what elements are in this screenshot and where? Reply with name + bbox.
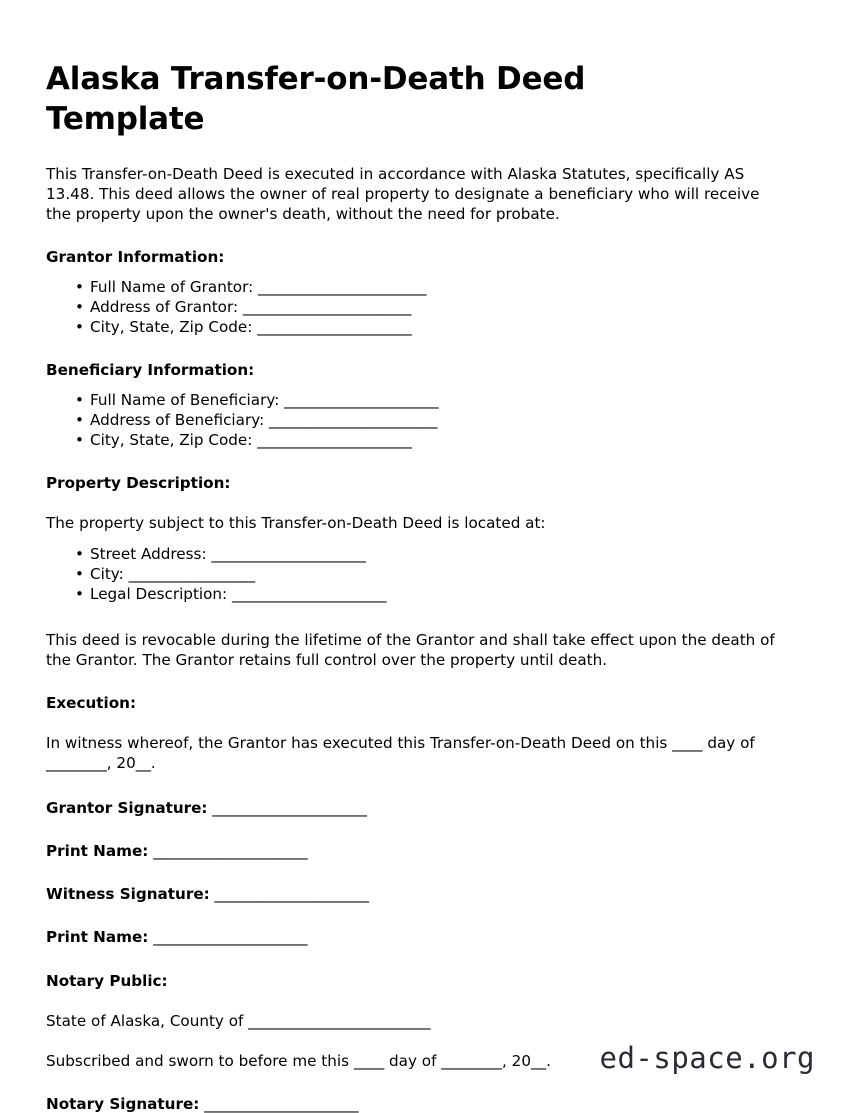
witness-print-name-line (46, 928, 798, 946)
field-label: Address of Grantor: (90, 297, 239, 316)
grantor-print-name-line (46, 842, 798, 860)
field-label: Witness Signature: (46, 884, 210, 903)
field-blank[interactable]: ______________________ (231, 585, 386, 604)
list-item (75, 565, 798, 585)
list-item (75, 318, 798, 338)
list-item (75, 298, 798, 318)
witness-signature-line (46, 885, 798, 903)
field-blank[interactable]: ______________________ (214, 884, 369, 903)
field-blank[interactable]: __________________ (128, 565, 255, 584)
field-blank[interactable]: ______________________ (257, 430, 412, 449)
field-blank[interactable]: ______________________ (153, 927, 308, 946)
field-blank[interactable]: ________________________ (242, 297, 411, 316)
list-item (75, 431, 798, 451)
field-blank[interactable]: ______________________ (153, 841, 308, 860)
grantor-signature-line (46, 799, 798, 817)
field-blank[interactable]: ______________________ (204, 1094, 359, 1113)
revocation-clause-paragraph: This deed is revocable during the lifetime of the Grantor and shall take effect upon the death of the Grantor. The Grantor retains full control over the property until death. (46, 631, 775, 670)
list-item (75, 545, 798, 565)
execution-statement: In witness whereof, the Grantor has executed this Transfer-on-Death Deed on this ____ day of ________, 20__. (46, 733, 755, 772)
field-label: Full Name of Beneficiary: (90, 390, 280, 409)
field-blank[interactable]: ______________________ (284, 390, 439, 409)
site-watermark: ed-space.org (599, 1041, 815, 1075)
field-label: Print Name: (46, 841, 149, 860)
beneficiary-field-list (46, 391, 798, 451)
field-label: Street Address: (90, 545, 207, 564)
field-label: Address of Beneficiary: (90, 410, 265, 429)
field-blank[interactable]: ______________________ (257, 317, 412, 336)
list-item (75, 391, 798, 411)
field-label: Legal Description: (90, 585, 228, 604)
field-label: City, State, Zip Code: (90, 430, 253, 449)
field-label: Full Name of Grantor: (90, 278, 254, 297)
section-heading-beneficiary-information: Beneficiary Information: (46, 360, 255, 379)
field-blank[interactable]: ______________________ (212, 798, 367, 817)
list-item (75, 278, 798, 298)
section-heading-execution: Execution: (46, 693, 137, 712)
field-label: City, State, Zip Code: (90, 317, 253, 336)
field-label: Grantor Signature: (46, 798, 208, 817)
section-heading-property-description: Property Description: (46, 473, 231, 492)
list-item (75, 585, 798, 605)
field-label: City: (90, 565, 124, 584)
notary-subscribed-line: Subscribed and sworn to before me this ____ day of ________, 20__. (46, 1051, 552, 1070)
intro-paragraph: This Transfer-on-Death Deed is executed in accordance with Alaska Statutes, specifically AS 13.48. This deed allows the owner of real property to designate a beneficiary who will receive the property upon the owner's death, without the need for probate. (46, 165, 760, 224)
page-title: Alaska Transfer-on-Death Deed Template (46, 61, 586, 137)
notary-state-county-line: State of Alaska, County of ________________________ (46, 1011, 431, 1030)
grantor-field-list (46, 278, 798, 338)
section-heading-notary-public: Notary Public: (46, 971, 168, 990)
notary-signature-line (46, 1095, 798, 1113)
field-label: Print Name: (46, 927, 149, 946)
section-heading-grantor-information: Grantor Information: (46, 248, 225, 267)
property-field-list (46, 545, 798, 605)
field-blank[interactable]: ______________________ (211, 545, 366, 564)
field-label: Notary Signature: (46, 1094, 200, 1113)
property-lead-paragraph: The property subject to this Transfer-on-Death Deed is located at: (46, 513, 546, 532)
list-item (75, 411, 798, 431)
field-blank[interactable]: ________________________ (269, 410, 437, 429)
field-blank[interactable]: ________________________ (258, 278, 426, 297)
